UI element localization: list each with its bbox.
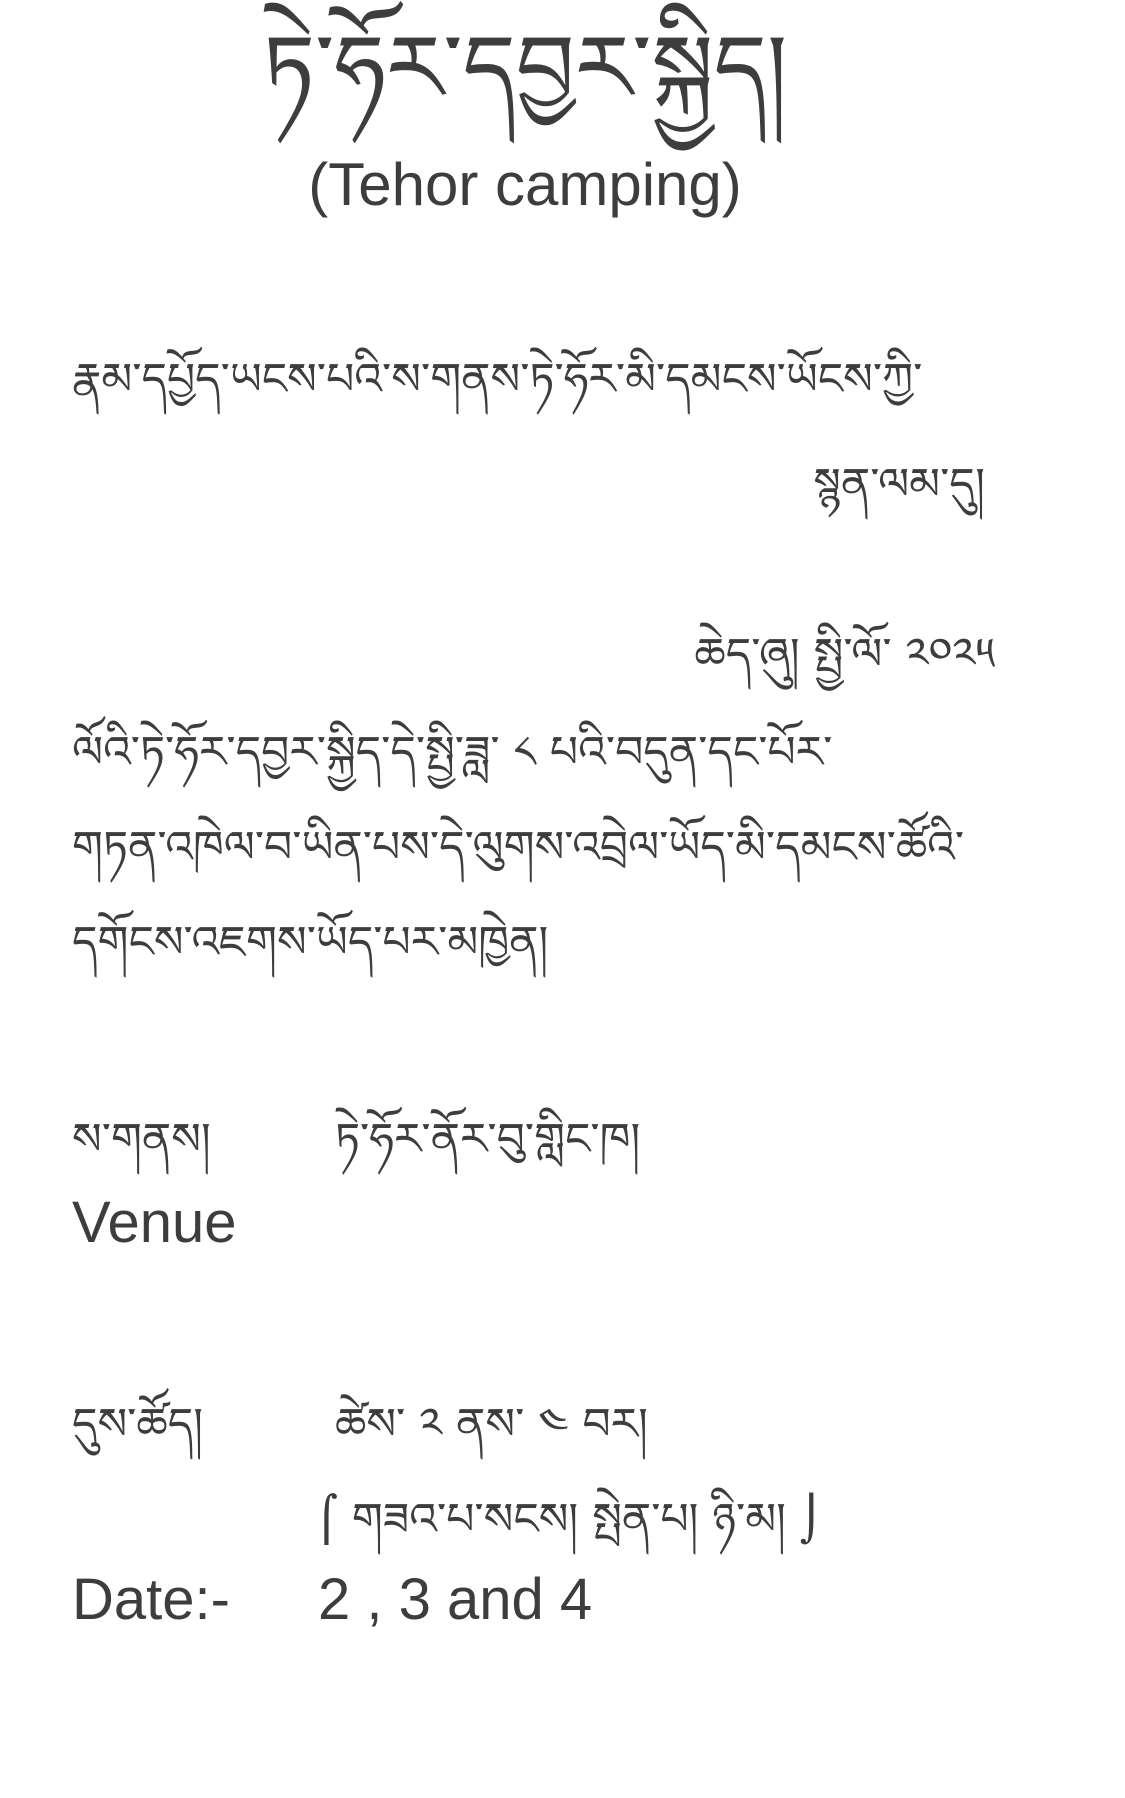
announcement-line-2: གཏན་འཁེལ་བ་ཡིན་པས་དེ་ལུགས་འབྲེལ་ཡོད་མི་དམངས་ཚོའི་ [72, 822, 965, 873]
venue-label-english: Venue [72, 1190, 237, 1255]
venue-label-tibetan: ས་གནས། [72, 1114, 211, 1165]
page-title-english: (Tehor camping) [308, 151, 742, 218]
announcement-line-1: ལོའི་ཏེ་ཧོར་དབྱར་སྐྱིད་དེ་སྤྱི་ཟླ་ ༨ པའི་བདུན་དང་པོར་ [72, 727, 833, 778]
time-value-tibetan: ཚེས་ ༢ ནས་ ༤ བར། [335, 1399, 648, 1450]
intro-line-2: སྙན་ལམ་དུ། [813, 459, 985, 510]
date-label-english: Date:- [72, 1567, 230, 1632]
announcement-date-line: ཆེད་ཞུ། སྤྱི་ལོ་ ༢༠༢༥ [694, 629, 995, 680]
intro-line-1: རྣམ་དཔྱོད་ཡངས་པའི་ས་གནས་ཏེ་ཧོར་མི་དམངས་ཡོངས་ཀྱི་ [72, 354, 923, 405]
time-days-tibetan: ⌠ གཟའ་པ་སངས། སྤེན་པ། ཉི་མ། ⌡ [315, 1494, 823, 1545]
venue-value-tibetan: ཏེ་ཧོར་ནོར་བུ་གླིང་ཁ། [335, 1114, 641, 1165]
page-title-tibetan: ཏེ་ཧོར་དབྱར་སྐྱིད། [262, 15, 788, 122]
date-value-english: 2 , 3 and 4 [318, 1567, 593, 1632]
time-label-tibetan: དུས་ཚོད། [72, 1399, 203, 1450]
announcement-line-3: དགོངས་འཇགས་ཡོད་པར་མཁྱེན། [72, 917, 549, 968]
